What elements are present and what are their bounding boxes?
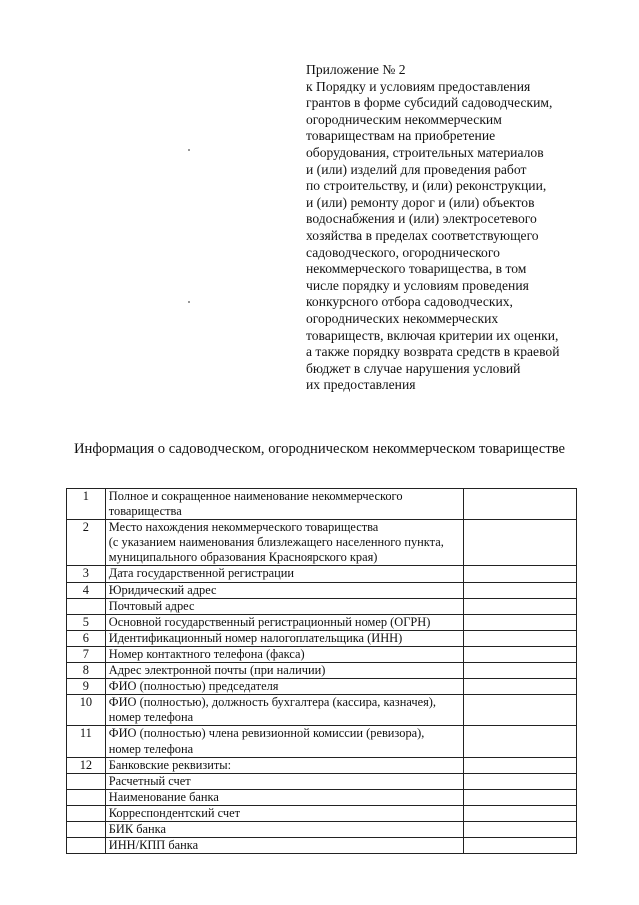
table-row (67, 520, 577, 566)
row-label (105, 598, 463, 614)
row-value-field[interactable] (464, 805, 577, 821)
row-value-field[interactable] (464, 663, 577, 679)
table-row (67, 773, 577, 789)
appendix-header (306, 62, 606, 394)
table-row (67, 838, 577, 854)
row-label-line: номер телефона (108, 710, 194, 725)
row-number (67, 789, 106, 805)
row-label-line: Номер контактного телефона (факса) (108, 646, 305, 661)
row-label-line: Корреспондентский счет (108, 805, 241, 820)
table-row (67, 679, 577, 695)
appendix-text (306, 79, 606, 394)
row-label-line: Юридический адрес (108, 582, 217, 597)
row-label-line: (с указанием наименования близлежащего населенного пункта, (108, 535, 444, 550)
scan-speck (188, 149, 190, 151)
appendix-line: числе порядку и условиям проведения (306, 277, 529, 293)
row-label (105, 773, 463, 789)
row-number: 4 (67, 582, 106, 598)
row-number (67, 821, 106, 837)
row-label-line: ИНН/КПП банка (108, 838, 199, 853)
table-row (67, 805, 577, 821)
row-number: 9 (67, 679, 106, 695)
row-label-line: Полное и сокращенное наименование некоммерческого (108, 489, 403, 503)
row-number: 8 (67, 663, 106, 679)
row-label-line: товарищества (108, 504, 182, 519)
row-label-line: Дата государственной регистрации (108, 566, 295, 581)
row-number: 7 (67, 646, 106, 662)
row-value-field[interactable] (464, 726, 577, 757)
row-label (105, 679, 463, 695)
appendix-line: к Порядку и условиям предоставления (306, 78, 531, 94)
row-label (105, 757, 463, 773)
row-label-line: Место нахождения некоммерческого товарищества (108, 520, 379, 535)
row-label (105, 566, 463, 582)
row-value-field[interactable] (464, 646, 577, 662)
appendix-line: водоснабжения и (или) электросетевого (306, 211, 537, 227)
appendix-line: некоммерческого товарищества, в том (306, 261, 527, 277)
appendix-title: Приложение № 2 (306, 62, 406, 77)
table-row (67, 598, 577, 614)
row-value-field[interactable] (464, 679, 577, 695)
row-number (67, 805, 106, 821)
row-number: 3 (67, 566, 106, 582)
appendix-line: грантов в форме субсидий садоводческим, (306, 95, 553, 111)
appendix-line: товариществ, включая критерии их оценки, (306, 327, 559, 343)
row-value-field[interactable] (464, 695, 577, 726)
row-value-field[interactable] (464, 598, 577, 614)
row-number (67, 773, 106, 789)
row-label-line: ФИО (полностью), должность бухгалтера (кассира, казначея), (108, 695, 436, 710)
appendix-line: садоводческого, огороднического (306, 244, 500, 260)
row-value-field[interactable] (464, 630, 577, 646)
row-value-field[interactable] (464, 520, 577, 566)
row-label (105, 614, 463, 630)
row-label (105, 838, 463, 854)
appendix-line: по строительству, и (или) реконструкции, (306, 178, 547, 194)
section-heading: Информация о садоводческом, огородническом некоммерческом товариществе (74, 441, 565, 457)
appendix-line: а также порядку возврата средств в краевой (306, 344, 560, 360)
row-label (105, 489, 463, 520)
table-row (67, 789, 577, 805)
row-label-line: Адрес электронной почты (при наличии) (108, 663, 326, 678)
table-row (67, 663, 577, 679)
appendix-line: конкурсного отбора садоводческих, (306, 294, 513, 310)
row-label (105, 789, 463, 805)
scan-speck (188, 301, 190, 303)
row-label (105, 663, 463, 679)
table-row (67, 582, 577, 598)
table-row (67, 695, 577, 726)
table-row (67, 630, 577, 646)
appendix-line: товариществам на приобретение (306, 128, 496, 144)
row-label (105, 726, 463, 757)
row-label-line: ФИО (полностью) председателя (108, 679, 279, 694)
row-label-line: БИК банка (108, 821, 166, 836)
row-label-line: номер телефона (108, 741, 194, 756)
appendix-line: оборудования, строительных материалов (306, 144, 544, 160)
row-number: 2 (67, 520, 106, 566)
row-value-field[interactable] (464, 821, 577, 837)
row-value-field[interactable] (464, 614, 577, 630)
appendix-line: огородническим некоммерческим (306, 111, 502, 127)
table-row (67, 821, 577, 837)
row-label (105, 520, 463, 566)
appendix-line: бюджет в случае нарушения условий (306, 360, 521, 376)
row-value-field[interactable] (464, 757, 577, 773)
row-label (105, 805, 463, 821)
appendix-line: хозяйства в пределах соответствующего (306, 227, 539, 243)
row-label (105, 695, 463, 726)
table-row (67, 489, 577, 520)
row-label-line: Наименование банка (108, 789, 219, 804)
table-row (67, 757, 577, 773)
table-row (67, 726, 577, 757)
info-table (66, 488, 577, 854)
row-number (67, 838, 106, 854)
table-row (67, 566, 577, 582)
row-label (105, 582, 463, 598)
row-value-field[interactable] (464, 789, 577, 805)
row-label-line: Расчетный счет (108, 773, 191, 788)
row-label-line: Банковские реквизиты: (108, 757, 232, 772)
row-value-field[interactable] (464, 489, 577, 520)
row-number: 1 (67, 489, 106, 520)
row-value-field[interactable] (464, 773, 577, 789)
row-label-line: ФИО (полностью) члена ревизионной комиссии (ревизора), (108, 726, 425, 741)
table-row (67, 614, 577, 630)
row-label-line: Почтовый адрес (108, 598, 195, 613)
row-label-line: Основной государственный регистрационный номер (ОГРН) (108, 614, 431, 629)
row-number (67, 598, 106, 614)
row-number: 5 (67, 614, 106, 630)
row-number: 10 (67, 695, 106, 726)
row-number: 6 (67, 630, 106, 646)
row-label-line: муниципального образования Красноярского края) (108, 550, 378, 565)
table-row (67, 646, 577, 662)
row-label (105, 630, 463, 646)
appendix-line: огороднических некоммерческих (306, 310, 499, 326)
row-value-field[interactable] (464, 838, 577, 854)
row-number: 12 (67, 757, 106, 773)
appendix-line: и (или) ремонту дорог и (или) объектов (306, 194, 535, 210)
row-label (105, 821, 463, 837)
row-value-field[interactable] (464, 566, 577, 582)
row-value-field[interactable] (464, 582, 577, 598)
appendix-line: и (или) изделий для проведения работ (306, 161, 527, 177)
row-label-line: Идентификационный номер налогоплательщика (ИНН) (108, 630, 403, 645)
appendix-line: их предоставления (306, 377, 416, 393)
row-label (105, 646, 463, 662)
row-number: 11 (67, 726, 106, 757)
